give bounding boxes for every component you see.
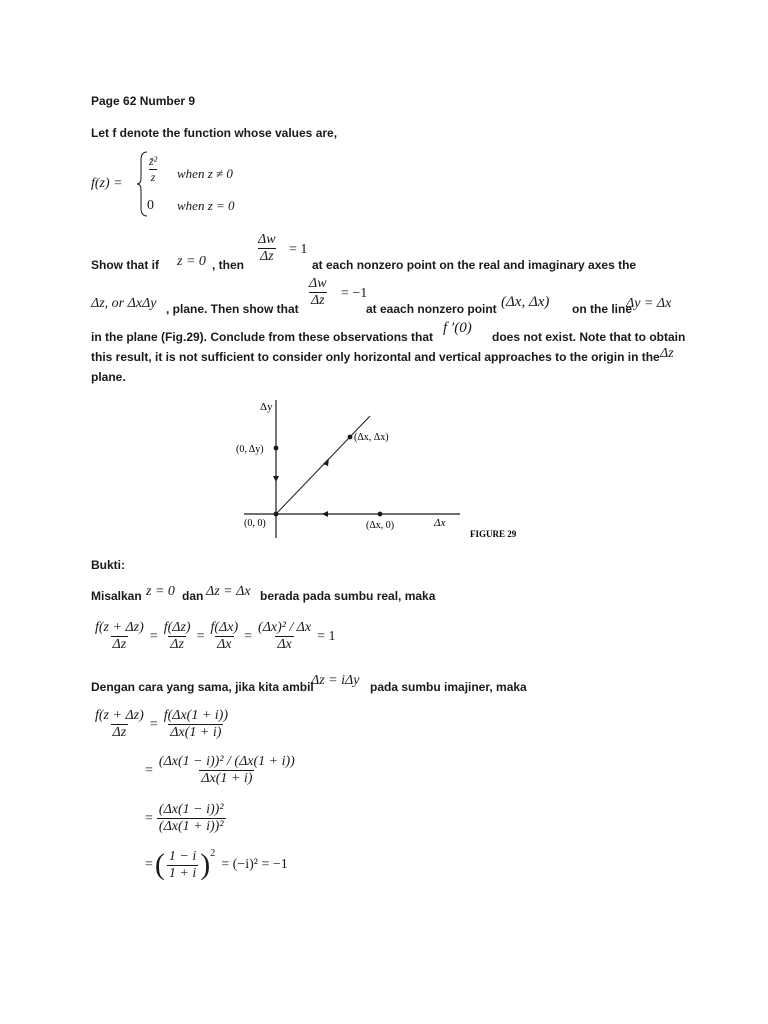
- case1-fraction: $\frac{\text{z̄²}}{z}$: [149, 154, 158, 184]
- equation-imag-3: [143, 802, 228, 835]
- then-text: , then: [212, 258, 244, 272]
- y-axis-label: Δy: [260, 401, 273, 413]
- eq4-frac: $\frac{\text{(Δx(1 − i))²}}{\text{(Δx(1 + i))²}}$: [158, 802, 224, 834]
- math-fprime0: f ′(0): [443, 320, 472, 336]
- point-dx-0: [378, 512, 383, 517]
- fraction-dw-dz-2: $\frac{\Delta w}{\Delta z}$: [309, 276, 327, 308]
- show-that-if: Show that if: [91, 258, 159, 272]
- intro-text: Let f denote the function whose values are,: [91, 126, 338, 140]
- case1-condition: when z ≠ 0: [177, 166, 233, 181]
- eq1-frac2: $\frac{f(\Delta z)}{\Delta z}$: [163, 620, 191, 652]
- point-dx-dx: [348, 435, 353, 440]
- berada-text: berada pada sumbu real, maka: [260, 589, 436, 603]
- line3-text-b: does not exist. Note that to obtain: [492, 330, 686, 344]
- figure-29: [230, 392, 540, 548]
- fraction-dw-dz: $\frac{\Delta w}{\Delta z}$: [258, 232, 276, 264]
- math-dz-or-dxdy: Δz, or ΔxΔy: [91, 296, 157, 311]
- on-the-line-text: on the line: [572, 302, 632, 316]
- eq1-equals-b: =: [196, 628, 205, 644]
- math-z-eq-0: z = 0: [177, 254, 206, 269]
- bukti-label: Bukti:: [91, 558, 125, 572]
- x-axis-label: Δx: [434, 517, 446, 529]
- arrow-left: [322, 511, 328, 517]
- at-each-text: at each nonzero point on the real and imaginary axes the: [312, 258, 637, 272]
- pada-sumbu-text: pada sumbu imajiner, maka: [370, 680, 527, 694]
- page-heading: Page 62 Number 9: [91, 94, 196, 108]
- eq5-equals: =: [145, 857, 153, 872]
- eq2-frac2: $\frac{f(\Delta x(1 + i))}{\Delta x(1 + i)}$: [163, 708, 228, 740]
- equation-imag-2: [143, 754, 299, 787]
- equals-minus-one: = −1: [341, 286, 368, 301]
- plane-then-text: , plane. Then show that: [166, 302, 299, 316]
- eq1-frac1: $\frac{f(z + \Delta z)}{\Delta z}$: [95, 620, 144, 652]
- label-origin: (0, 0): [244, 518, 266, 529]
- line5-text: plane.: [91, 370, 126, 384]
- piecewise-definition: [91, 150, 291, 220]
- eq5-result: = (−i)² = −1: [221, 857, 288, 872]
- math-line-eq: Δy = Δx: [626, 296, 672, 311]
- equation-real-axis: [91, 620, 337, 653]
- arrow-diagonal: [323, 458, 329, 466]
- piecewise-lhs: f(z) =: [91, 176, 123, 191]
- equation-imag-4: [143, 848, 290, 882]
- label-dx-0: (Δx, 0): [366, 520, 395, 531]
- point-origin: [274, 512, 279, 517]
- eq3-equals: =: [145, 762, 153, 778]
- math-point-dxdx: (Δx, Δx): [501, 294, 550, 310]
- dan-text: dan: [182, 589, 204, 603]
- eq1-frac4: $\frac{\text{(Δx)² / Δx}}{\Delta x}$: [258, 620, 312, 652]
- dengan-text: Dengan cara yang sama, jika kita ambil: [91, 680, 314, 694]
- eq2-equals: =: [149, 716, 158, 732]
- line3-text-a: in the plane (Fig.29). Conclude from these observations that: [91, 330, 434, 344]
- eq1-frac3: $\frac{f(\Delta x)}{\Delta x}$: [210, 620, 239, 652]
- label-0-dy: (0, Δy): [236, 444, 264, 455]
- eq5-right-paren: ): [200, 848, 211, 881]
- eq5-left-paren: (: [154, 848, 165, 881]
- eq4-equals: =: [145, 810, 153, 826]
- eq1-equals-a: =: [149, 628, 158, 644]
- arrow-down: [273, 476, 279, 482]
- point-0-dy: [274, 446, 279, 451]
- math-z-0: z = 0: [146, 584, 175, 599]
- label-dx-dx: (Δx, Δx): [354, 432, 389, 443]
- at-eaach-text: at eaach nonzero point: [366, 302, 497, 316]
- case2-value: 0: [147, 198, 154, 213]
- eq1-result: = 1: [317, 628, 336, 644]
- figure-caption: FIGURE 29: [470, 529, 517, 539]
- eq2-frac1: $\frac{f(z + \Delta z)}{\Delta z}$: [95, 708, 144, 740]
- math-dz-idy: Δz = iΔy: [311, 673, 360, 688]
- eq5-exponent: 2: [210, 848, 216, 859]
- math-dz-end: Δz: [660, 346, 674, 361]
- eq5-frac: $\frac{1 - i}{1 + i}$: [168, 848, 197, 881]
- diagonal-line: [276, 416, 370, 514]
- line4-text: this result, it is not sufficient to consider only horizontal and vertical approaches to the origin in the: [91, 350, 660, 364]
- misalkan-text: Misalkan: [91, 589, 142, 603]
- equation-imag-1: [91, 708, 232, 741]
- math-dz-dx: Δz = Δx: [206, 584, 251, 599]
- case2-condition: when z = 0: [177, 198, 235, 213]
- eq1-equals-c: =: [244, 628, 253, 644]
- equals-one: = 1: [289, 242, 308, 257]
- eq3-frac: $\frac{\text{(Δx(1 − i))² / (Δx(1 + i))}}{\Delta x(1 + i)}$: [158, 754, 295, 786]
